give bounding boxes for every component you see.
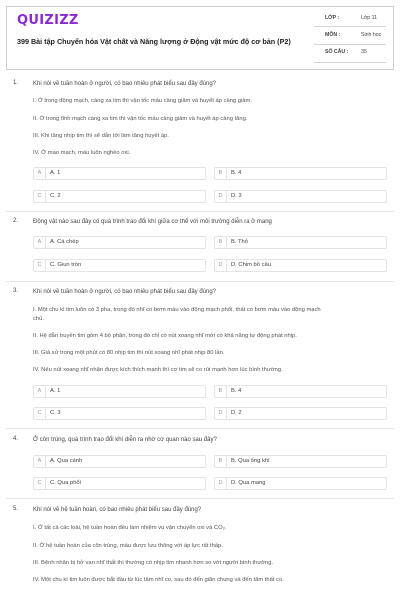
option-letter: C <box>34 191 46 202</box>
meta-label-grade: LỚP : <box>325 15 340 21</box>
statement: IV. Một chu kì tim luôn được bắt đầu từ lúc tâm nhĩ co, sau đó đến giãn chung và đến tâm thất co. <box>33 577 284 583</box>
question-text: Khi nói về tuần hoàn ở người, có bao nhiêu phát biểu sau đây đúng? <box>33 289 217 295</box>
option-d[interactable] <box>214 477 387 490</box>
option-letter: D <box>215 408 227 419</box>
option-text: A. Qua cánh <box>50 458 83 464</box>
option-a[interactable] <box>33 236 206 249</box>
meta-label-count: SỐ CÂU : <box>325 49 349 55</box>
statement: I. Một chu kì tim luôn có 3 pha, trong đó nhĩ co bơm máu vào động mạch phổi, thất co bơm máu vào động mạch <box>33 307 321 313</box>
option-a[interactable] <box>33 385 206 398</box>
meta-value-subject: Sinh học <box>361 32 382 38</box>
question-text: Khi nói về tuần hoàn ở người, có bao nhiêu phát biểu sau đây đúng? <box>33 81 217 87</box>
option-letter: B <box>215 168 227 179</box>
question-text: Khi nói về hệ tuần hoàn, có bao nhiêu phát biểu sau đây đúng? <box>33 507 202 513</box>
option-text: D. 2 <box>231 410 242 416</box>
question-number: 4. <box>13 436 19 442</box>
question-number: 3. <box>13 288 19 294</box>
statement: III. Khi tăng nhịp tim thì sẽ dẫn tới làm tăng huyết áp. <box>33 133 169 139</box>
option-letter: B <box>215 386 227 397</box>
option-text: D. 3 <box>231 193 242 199</box>
option-text: B. Thỏ <box>231 239 248 245</box>
option-letter: A <box>34 386 46 397</box>
option-b[interactable] <box>214 385 387 398</box>
option-text: A. 1 <box>50 170 61 176</box>
option-a[interactable] <box>33 455 206 468</box>
option-letter: A <box>34 456 46 467</box>
option-b[interactable] <box>214 236 387 249</box>
meta-divider <box>314 44 386 45</box>
option-letter: C <box>34 260 46 271</box>
question-divider <box>6 498 394 499</box>
option-d[interactable] <box>214 190 387 203</box>
option-text: D. Chim bồ câu <box>231 262 271 268</box>
meta-value-count: 35 <box>361 49 367 55</box>
statement: II. Ở hệ tuần hoàn của côn trùng, máu được lưu thông với áp lực rất thấp. <box>33 543 223 549</box>
statement: IV. Nếu nút xoang nhĩ nhận được kích thích mạnh thì cơ tim sẽ co rút mạnh hơn lúc bình thường. <box>33 367 283 373</box>
statement: I. Ở tất cả các loài, hệ tuần hoàn đều làm nhiệm vụ vận chuyển oxi và CO₂. <box>33 525 227 531</box>
statement: III. Bệnh nhân bị hở van nhĩ thất thì thường có nhịp tim nhanh hơn so với người bình thường. <box>33 560 274 566</box>
quizizz-logo: QUIZIZZ <box>17 13 79 28</box>
option-text: C. Giun tròn <box>50 262 82 268</box>
option-text: A. Cá chép <box>50 239 79 245</box>
option-c[interactable] <box>33 190 206 203</box>
option-d[interactable] <box>214 407 387 420</box>
option-text: B. 4 <box>231 170 242 176</box>
question-divider <box>6 428 394 429</box>
option-c[interactable] <box>33 259 206 272</box>
option-text: B. 4 <box>231 388 242 394</box>
option-text: C. 2 <box>50 193 61 199</box>
option-letter: D <box>215 260 227 271</box>
question-divider <box>6 211 394 212</box>
meta-label-subject: MÔN : <box>325 32 341 38</box>
option-letter: C <box>34 478 46 489</box>
option-c[interactable] <box>33 407 206 420</box>
meta-value-grade: Lớp 11 <box>361 15 377 21</box>
question-number: 2. <box>13 218 19 224</box>
statement: II. Ở trong tĩnh mạch càng xa tim thì vận tốc máu càng giảm và huyết áp càng tăng. <box>33 116 248 122</box>
option-letter: B <box>215 456 227 467</box>
statement: IV. Ở mao mạch, máu luôn nghèo oxi. <box>33 150 131 156</box>
option-letter: D <box>215 191 227 202</box>
option-b[interactable] <box>214 167 387 180</box>
question-number: 1. <box>13 80 19 86</box>
worksheet-title: 399 Bài tập Chuyển hóa Vật chất và Năng lượng ở Động vật mức độ cơ bản (P2) <box>17 37 291 46</box>
option-a[interactable] <box>33 167 206 180</box>
statement: III. Giả sử trong một phút có 80 nhịp tim thì nút xoang nhĩ phát nhịp 80 lần. <box>33 350 225 356</box>
statement: chủ. <box>33 316 44 322</box>
option-text: C. 3 <box>50 410 61 416</box>
option-text: D. Qua mang <box>231 480 266 486</box>
option-letter: B <box>215 237 227 248</box>
option-letter: A <box>34 168 46 179</box>
statement: II. Hệ dẫn truyền tim gồm 4 bộ phận, trong đó chỉ có nút xoang nhĩ mới có khả năng tự động phát nhịp. <box>33 333 297 339</box>
question-text: Động vật nào sau đây có quá trình trao đổi khí giữa cơ thể với môi trường diễn ra ở mang <box>33 219 272 225</box>
option-b[interactable] <box>214 455 387 468</box>
option-d[interactable] <box>214 259 387 272</box>
statement: I. Ở trong động mạch, càng xa tim thì vận tốc máu càng giảm và huyết áp càng giảm. <box>33 98 252 104</box>
option-letter: D <box>215 478 227 489</box>
meta-divider <box>314 62 386 63</box>
meta-divider <box>314 26 386 27</box>
option-text: A. 1 <box>50 388 61 394</box>
option-letter: C <box>34 408 46 419</box>
option-letter: A <box>34 237 46 248</box>
question-number: 5. <box>13 506 19 512</box>
option-text: B. Qua ống khí <box>231 458 270 464</box>
question-divider <box>6 281 394 282</box>
question-text: Ở côn trùng, quá trình trao đổi khí diễn ra nhờ cơ quan nào sau đây? <box>33 437 217 443</box>
option-c[interactable] <box>33 477 206 490</box>
option-text: C. Qua phổi <box>50 480 81 486</box>
